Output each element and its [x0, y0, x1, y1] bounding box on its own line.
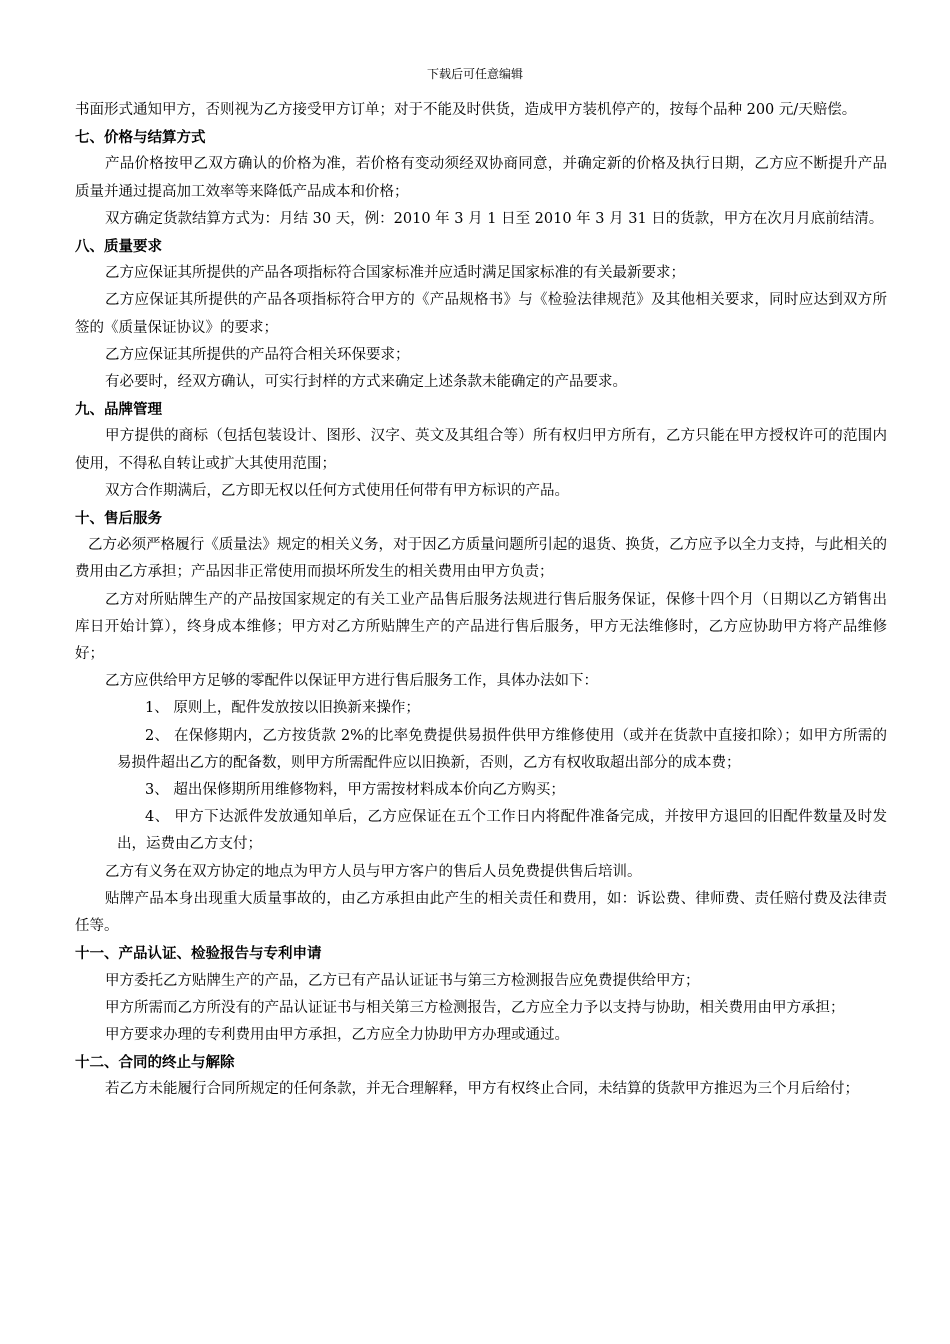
paragraph: 乙方必须严格履行《质量法》规定的相关义务，对于因乙方质量问题所引起的退货、换货，乙方应予以全力支持，与此相关的费用由乙方承担；产品因非正常使用而损坏所发生的相关费用由甲方负责； [75, 537, 887, 581]
page-header: 下载后可任意编辑 [426, 67, 523, 81]
paragraph: 若乙方未能履行合同所规定的任何条款，并无合理解释，甲方有权终止合同，未结算的货款甲方推迟为三个月后给付； [105, 1081, 859, 1098]
paragraph: 贴牌产品本身出现重大质量事故的，由乙方承担由此产生的相关责任和费用，如：诉讼费、律师费、责任赔付费及法律责任等。 [75, 890, 887, 935]
document-body [75, 97, 887, 1104]
paragraph: 有必要时，经双方确认，可实行封样的方式来确定上述条款未能确定的产品要求。 [105, 374, 627, 391]
paragraph: 乙方对所贴牌生产的产品按国家规定的有关工业产品售后服务法规进行售后服务保证，保修十四个月（日期以乙方销售出库日开始计算），终身成本维修；甲方对乙方所贴牌生产的产品进行售后服务，甲方无法维修时，乙方应协助甲方将产品维修好； [75, 591, 887, 663]
paragraph: 乙方应供给甲方足够的零配件以保证甲方进行售后服务工作，具体办法如下： [105, 673, 598, 690]
list-item: 2、 在保修期内，乙方按货款 2%的比率免费提供易损件供甲方维修使用（或并在货款中直接扣除）；如甲方所需的易损件超出乙方的配备数，则甲方所需配件应以旧换新，否则，乙方有权收取超出部分的成本费； [117, 727, 887, 771]
paragraph: 甲方要求办理的专利费用由甲方承担，乙方应全力协助甲方办理或通过。 [105, 1026, 569, 1043]
paragraph: 双方确定货款结算方式为：月结 30 天，例：2010 年 3 月 1 日至 2010 年 3 月 31 日的货款，甲方在次月月底前结清。 [105, 210, 884, 227]
section-heading-11: 十一、产品认证、检验报告与专利申请 [75, 945, 322, 963]
paragraph: 甲方所需而乙方所没有的产品认证证书与相关第三方检测报告，乙方应全力予以支持与协助，相关费用由甲方承担； [105, 999, 845, 1016]
section-heading-8: 八、质量要求 [75, 238, 162, 256]
paragraph: 书面形式通知甲方，否则视为乙方接受甲方订单；对于不能及时供货，造成甲方装机停产的，按每个品种 200 元/天赔偿。 [75, 102, 857, 118]
paragraph: 乙方应保证其所提供的产品各项指标符合国家标准并应适时满足国家标准的有关最新要求； [105, 265, 685, 282]
paragraph: 乙方应保证其所提供的产品符合相关环保要求； [105, 346, 410, 363]
paragraph: 双方合作期满后，乙方即无权以任何方式使用任何带有甲方标识的产品。 [105, 482, 569, 499]
list-item: 4、 甲方下达派件发放通知单后，乙方应保证在五个工作日内将配件准备完成，并按甲方退回的旧配件数量及时发出，运费由乙方支付； [117, 809, 887, 853]
paragraph: 产品价格按甲乙双方确认的价格为准，若价格有变动须经双协商同意，并确定新的价格及执行日期，乙方应不断提升产品质量并通过提高加工效率等来降低产品成本和价格； [75, 156, 887, 200]
section-heading-12: 十二、合同的终止与解除 [75, 1054, 235, 1072]
section-heading-7: 七、价格与结算方式 [75, 129, 206, 147]
paragraph: 乙方应保证其所提供的产品各项指标符合甲方的《产品规格书》与《检验法律规范》及其他相关要求，同时应达到双方所签的《质量保证协议》的要求； [75, 292, 887, 336]
paragraph: 甲方委托乙方贴牌生产的产品，乙方已有产品认证证书与第三方检测报告应免费提供给甲方； [105, 972, 700, 989]
paragraph: 乙方有义务在双方协定的地点为甲方人员与甲方客户的售后人员免费提供售后培训。 [105, 863, 642, 880]
section-heading-9: 九、品牌管理 [75, 401, 162, 419]
paragraph: 甲方提供的商标（包括包装设计、图形、汉字、英文及其组合等）所有权归甲方所有，乙方只能在甲方授权许可的范围内使用，不得私自转让或扩大其使用范围； [75, 428, 887, 472]
section-heading-10: 十、售后服务 [75, 510, 162, 528]
list-item: 3、 超出保修期所用维修物料，甲方需按材料成本价向乙方购买； [145, 782, 565, 799]
list-item: 1、 原则上，配件发放按以旧换新来操作； [145, 700, 420, 717]
